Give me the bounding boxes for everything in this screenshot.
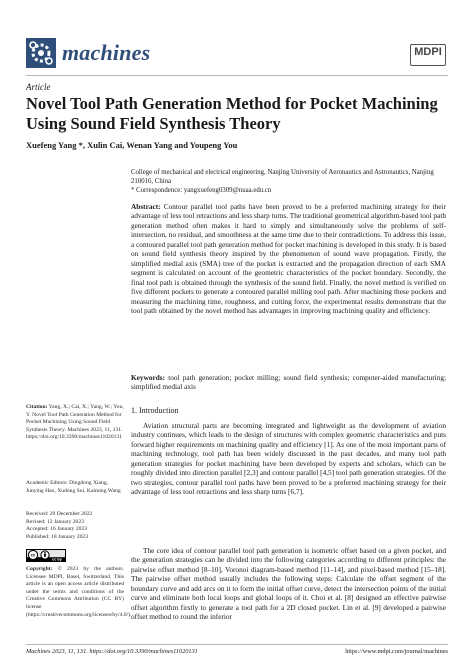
article-type: Article bbox=[26, 82, 51, 92]
publication-dates bbox=[26, 511, 124, 541]
keywords-label: Keywords: bbox=[131, 373, 166, 382]
journal-logo-icon bbox=[26, 38, 56, 68]
intro-paragraph-2: The core idea of contour parallel tool path generation is isometric offset based on a given pocket, and the generation strategies can be divided into the following categories according to different principles: the pairwise offset method [8–10], Voronoi diagram-based method [11–14], and pixel-based method [15–18]. The pairwise offset method usually includes the following steps: Calculate the offset segment of the boundary curve and add arcs on it to form the initial offset curve, detect the intersection points of the initial curve and eliminate both local loops and global loops of it. Choi et al. [8] designed an effective pairwise offset algorithm firstly to generate a tool path for a 2D closed pocket. Lin et al. [9] developed a pairwise offset method to round the inferior bbox=[131, 546, 446, 622]
abstract-label: Abstract: bbox=[131, 202, 161, 211]
footer-journal-link[interactable]: https://www.mdpi.com/journal/machines bbox=[345, 648, 448, 655]
copyright-notice bbox=[26, 566, 132, 619]
revised-date: Revised: 12 January 2023 bbox=[26, 518, 84, 525]
keywords-text: tool path generation; pocket milling; sound field synthesis; computer-aided manufacturing; simplified medial axis bbox=[131, 373, 446, 392]
footer-divider bbox=[26, 644, 448, 645]
cc-badge-text: cc by bbox=[52, 557, 62, 562]
academic-editors: Academic Editors: Dingdong Xiang, Junying Hao, Xudong Sui, Kaiming Wang bbox=[26, 480, 121, 494]
mdpi-logo-text: MDPI bbox=[414, 46, 442, 58]
affiliation: College of mechanical and electrical engineering, Nanjing University of Aeronautics and Astronautics, Nanjing 210016, China bbox=[131, 169, 434, 185]
published-date: Published: 18 January 2023 bbox=[26, 533, 88, 540]
received-date: Received: 29 December 2022 bbox=[26, 511, 93, 517]
citation-block bbox=[26, 404, 124, 442]
article-title: Novel Tool Path Generation Method for Pocket Machining Using Sound Field Synthesis Theory bbox=[26, 94, 438, 133]
copyright-label: Copyright: bbox=[26, 566, 53, 572]
header-divider bbox=[26, 75, 448, 76]
intro-paragraph-1: Aviation structural parts are becoming integrated and lightweight as the development of aviation industry continues, which leads to the design of structures with complex geometric characteristics and puts forward higher requirements on machining quality and efficiency [1]. As one of the most important parts of machining technology, tool path has been widely discussed in the past decades, and many tool path generation strategies for pocket machining have been developed by experts and scholars, which can be roughly divided into direction parallel [2,3] and contour parallel [4,5] tool path generation strategies. Of the two strategies, contour parallel tool paths have been proved to be a preferred machining strategy for their advantage of less tool retractions and less sharp turns [6,7]. bbox=[131, 421, 446, 497]
copyright-text: © 2023 by the authors. Licensee MDPI, Basel, Switzerland. This article is an open access article distributed under the terms and conditions of the Creative Commons Attribution (CC BY) license (https://creativecommons.org/licenses/by/4.0/). bbox=[26, 566, 132, 618]
citation-label: Citation: bbox=[26, 404, 48, 410]
keywords bbox=[131, 373, 446, 392]
journal-name[interactable]: machines bbox=[62, 40, 151, 65]
accepted-date: Accepted: 16 January 2023 bbox=[26, 526, 88, 533]
correspondence: * Correspondence: yangxuefeng0309@nuaa.edu.cn bbox=[131, 187, 272, 194]
abstract bbox=[131, 202, 446, 315]
svg-text:cc: cc bbox=[30, 552, 36, 558]
section-heading: 1. Introduction bbox=[131, 406, 179, 415]
footer-citation[interactable]: Machines 2023, 11, 131. https://doi.org/10.3390/machines11020131 bbox=[26, 648, 198, 655]
cc-by-license-icon[interactable] bbox=[26, 549, 66, 562]
citation-text[interactable]: Yang, X.; Cai, X.; Yang, W.; You, Y. Novel Tool Path Generation Method for Pocket Machining Using Sound Field Synthesis Theory. Machines 2023, 11, 131. https://doi.org/10.3390/machines11020131 bbox=[26, 404, 124, 441]
author-list: Xuefeng Yang *, Xulin Cai, Wenan Yang and Youpeng You bbox=[26, 140, 238, 150]
abstract-text: Contour parallel tool paths have been proved to be a preferred machining strategy for their advantage of less tool retractions and less sharp turns. The traditional geometrical algorithm-based tool path generation method often makes it hard to simply and simultaneously solve the problems of self-intersection, no residual, and smoothness at the same time due to their contradictions. To address this issue, a contoured parallel tool path generation method for pocket machining is developed in this study. It is based on sound field synthesis theory inspired by the phenomenon of sound wave propagation. Firstly, the simplified medial axis (SMA) tree of the pocket is extracted and the propagation direction of each SMA segment is calculated on account of the geometric characteristics of the pocket boundary. Secondly, the final tool path is obtained through the synthesis of the sound field. Finally, the novel method is verified on five different pockets to generate a contoured parallel milling tool path. After machining these pockets and measuring the machining time, roughness, and cutting force, the experimental results demonstrate that the tool path obtained by the novel method has advantages in improving machining quality and efficiency. bbox=[131, 202, 447, 315]
mdpi-logo[interactable] bbox=[410, 44, 446, 66]
